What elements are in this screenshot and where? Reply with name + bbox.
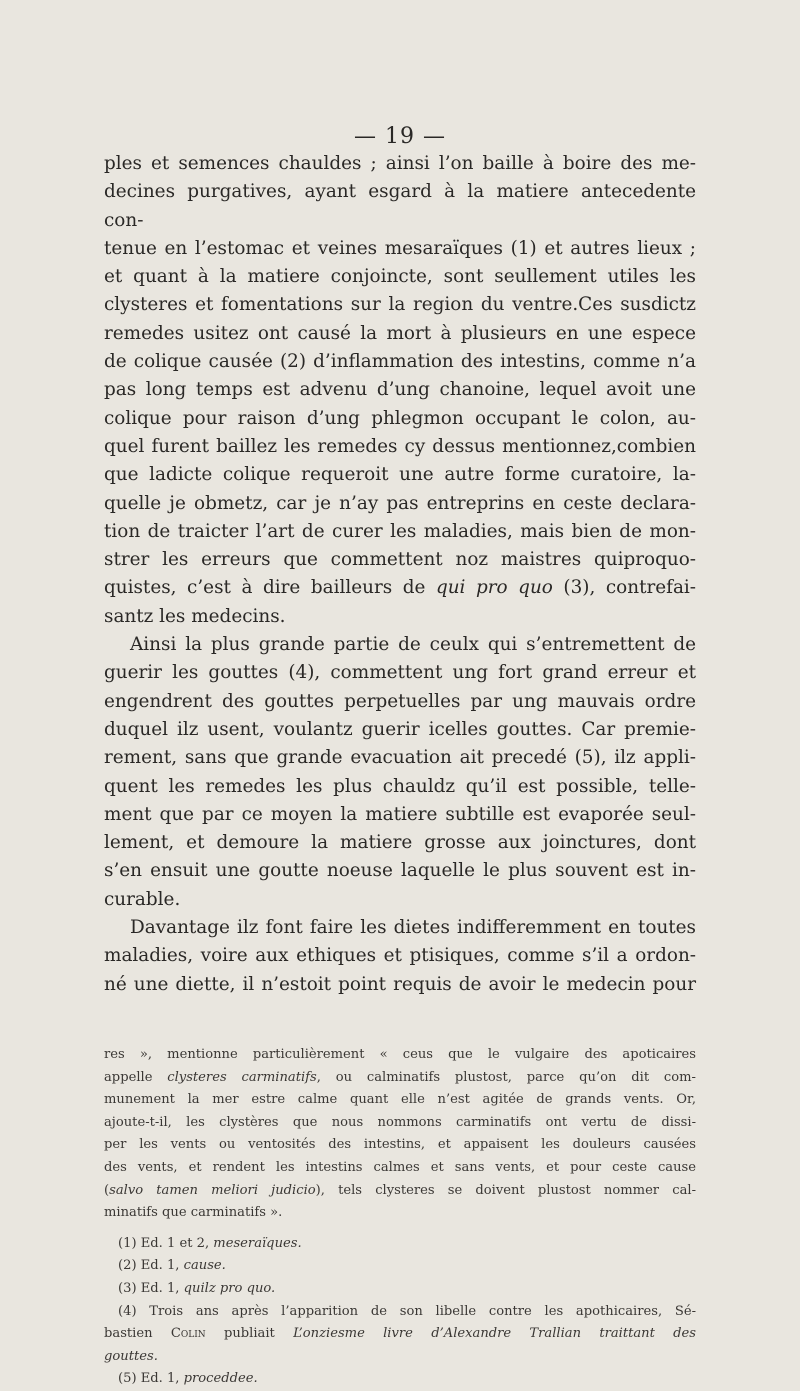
text-line: ples et semences chauldes ; ainsi l’on baille à boire des me- xyxy=(104,153,696,174)
italic-term: meseraïques. xyxy=(213,1235,302,1251)
text-line: duquel ilz usent, voulantz guerir icelles gouttes. Car premie- xyxy=(104,718,696,740)
text-segment: (3), contrefai- xyxy=(552,577,696,599)
italic-term: qui pro quo xyxy=(435,577,553,599)
book-title: L’onziesme livre d’Alexandre Trallian traittant des xyxy=(293,1326,697,1342)
text-segment: quistes, c’est à dire bailleurs de xyxy=(104,577,436,599)
author-name: Colin xyxy=(170,1326,206,1342)
text-line: ment que par ce moyen la matiere subtille est evaporée seul- xyxy=(104,803,696,825)
text-segment: appelle xyxy=(104,1069,168,1085)
footnote-line xyxy=(104,1346,696,1369)
text-line: pas long temps est advenu d’ung chanoine, lequel avoit une xyxy=(104,379,696,401)
page-number: — 19 — xyxy=(354,124,446,149)
footnote-3 xyxy=(104,1278,696,1301)
footnote-line xyxy=(104,1180,696,1203)
text-segment: ), tels clysteres se doivent plustost nommer cal- xyxy=(315,1182,697,1198)
footnote-line: per les vents ou ventosités des intestins, et appaisent les douleurs causées xyxy=(104,1137,696,1153)
text-line: colique pour raison d’ung phlegmon occupant le colon, au- xyxy=(104,407,696,429)
text-line: curable. xyxy=(104,888,181,910)
footnote-line: minatifs que carminatifs ». xyxy=(104,1205,283,1221)
italic-term: cause. xyxy=(183,1258,226,1274)
text-line: s’en ensuit une goutte noeuse laquelle le plus souvent est in- xyxy=(104,860,696,882)
text-line: que ladicte colique requeroit une autre forme curatoire, la- xyxy=(104,464,696,486)
text-line: tion de traicter l’art de curer les maladies, mais bien de mon- xyxy=(104,520,696,542)
footnote-line: munement la mer estre calme quant elle n’est agitée de grands vents. Or, xyxy=(104,1092,696,1108)
footnote-2 xyxy=(104,1255,696,1278)
italic-term: quilz pro quo. xyxy=(183,1280,276,1296)
italic-term: salvo tamen meliori judicio xyxy=(109,1182,316,1198)
footnote-line xyxy=(104,1323,696,1346)
text-line: rement, sans que grande evacuation ait precedé (5), ilz appli- xyxy=(104,747,696,769)
text-line: strer les erreurs que commettent noz maistres quiproquo- xyxy=(104,549,696,571)
italic-term: proceddee. xyxy=(183,1371,258,1387)
text-line: guerir les gouttes (4), commettent ung fort grand erreur et xyxy=(104,662,696,684)
text-line: Ainsi la plus grande partie de ceulx qui s’entremettent de xyxy=(130,634,696,656)
main-text xyxy=(104,150,696,999)
footnote-label: (3) Ed. 1, xyxy=(118,1280,184,1296)
footnote-line: ajoute-t-il, les clystères que nous nommons carminatifs ont vertu de dissi- xyxy=(104,1114,696,1130)
text-segment: , ou calminatifs plustost, parce qu’on dit com- xyxy=(316,1069,696,1085)
text-line: remedes usitez ont causé la mort à plusieurs en une espece xyxy=(104,322,696,344)
text-segment: ( xyxy=(104,1182,110,1198)
text-line: lement, et demoure la matiere grosse aux joinctures, dont xyxy=(104,832,696,854)
text-line: et quant à la matiere conjoincte, sont seullement utiles les xyxy=(104,266,696,288)
footnotes xyxy=(104,1044,696,1391)
text-line: quent les remedes les plus chauldz qu’il est possible, telle- xyxy=(104,775,696,797)
footnote-label: (1) Ed. 1 et 2, xyxy=(118,1235,214,1251)
book-title: gouttes. xyxy=(104,1348,158,1364)
text-line: tenue en l’estomac et veines mesaraïques (1) et autres lieux ; xyxy=(104,237,696,259)
text-line: engendrent des gouttes perpetuelles par ung mauvais ordre xyxy=(104,690,696,712)
footnote-1 xyxy=(104,1233,696,1256)
footnote-line: res », mentionne particulièrement « ceus que le vulgaire des apoticaires xyxy=(104,1047,696,1062)
footnote-label: (2) Ed. 1, xyxy=(118,1258,184,1274)
text-line: maladies, voire aux ethiques et ptisiques, comme s’il a ordon- xyxy=(104,945,696,967)
footnote-label: (5) Ed. 1, xyxy=(118,1371,184,1387)
text-line: santz les medecins. xyxy=(104,605,286,627)
text-line: decines purgatives, ayant esgard à la matiere antecedente con- xyxy=(104,181,696,231)
text-line: Davantage ilz font faire les dietes indifferemment en toutes xyxy=(130,917,696,939)
text-line: de colique causée (2) d’inflammation des intestins, comme n’a xyxy=(104,351,696,373)
text-line: clysteres et fomentations sur la region du ventre.Ces susdictz xyxy=(104,294,696,316)
text-line: quel furent baillez les remedes cy dessus mentionnez,combien xyxy=(104,435,696,457)
text-line xyxy=(104,574,696,602)
text-segment: publiait xyxy=(205,1326,294,1342)
italic-term: clysteres carminatifs xyxy=(167,1069,317,1085)
text-line: né une diette, il n’estoit point requis de avoir le medecin pour xyxy=(104,973,696,995)
footnote-line: des vents, et rendent les intestins calmes et sans vents, et pour ceste cause xyxy=(104,1159,696,1175)
footnote-5 xyxy=(104,1368,696,1391)
footnote-line xyxy=(104,1067,696,1090)
text-line: quelle je obmetz, car je n’ay pas entreprins en ceste declara- xyxy=(104,492,696,514)
text-segment: bastien xyxy=(104,1326,171,1342)
footnote-4: (4) Trois ans après l’apparition de son libelle contre les apothicaires, Sé- xyxy=(118,1303,696,1319)
